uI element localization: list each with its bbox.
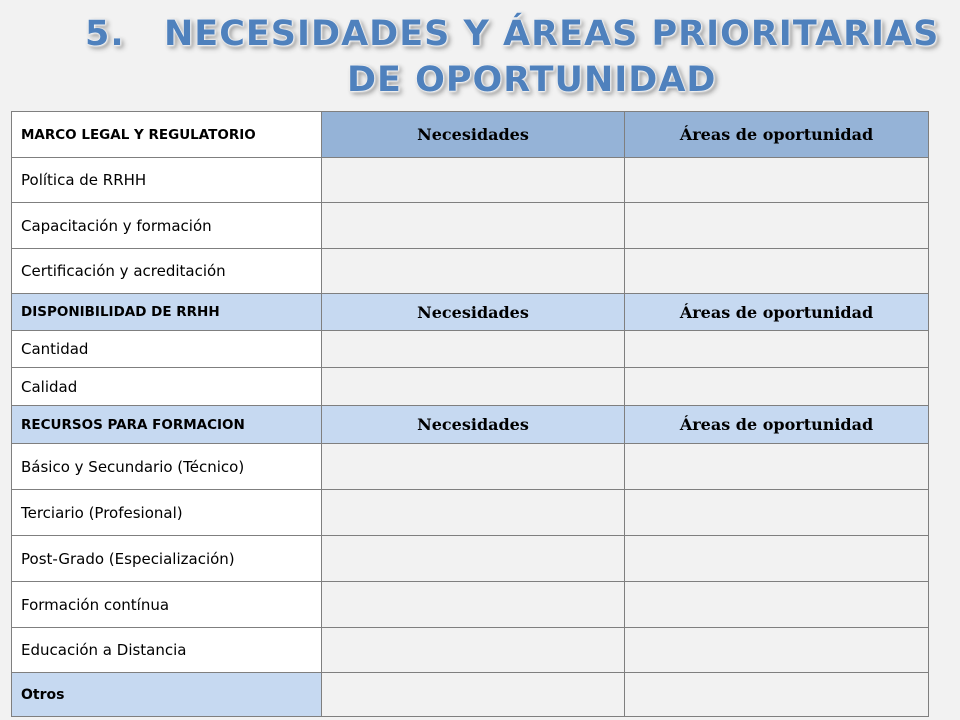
column-header-opportunities: Áreas de oportunidad [625, 294, 929, 331]
title-number: 5. [85, 14, 125, 54]
opportunities-cell[interactable] [625, 368, 929, 406]
section-header-row [12, 112, 929, 158]
row-label: Certificación y acreditación [12, 249, 322, 294]
opportunities-cell[interactable] [625, 582, 929, 628]
column-header-needs: Necesidades [322, 406, 625, 444]
needs-cell[interactable] [322, 203, 625, 249]
row-label: Básico y Secundario (Técnico) [12, 444, 322, 490]
needs-cell[interactable] [322, 444, 625, 490]
table-row [12, 536, 929, 582]
opportunities-cell[interactable] [625, 249, 929, 294]
opportunities-cell[interactable] [625, 536, 929, 582]
section-title-marco-legal: MARCO LEGAL Y REGULATORIO [12, 112, 322, 158]
table-row-otros [12, 673, 929, 717]
needs-table [11, 111, 929, 717]
table-row [12, 368, 929, 406]
row-label: Terciario (Profesional) [12, 490, 322, 536]
needs-cell[interactable] [322, 536, 625, 582]
row-label: Política de RRHH [12, 158, 322, 203]
needs-cell[interactable] [322, 490, 625, 536]
row-label: Calidad [12, 368, 322, 406]
opportunities-cell[interactable] [625, 673, 929, 717]
slide-title [0, 14, 960, 110]
needs-cell[interactable] [322, 158, 625, 203]
table-row [12, 331, 929, 368]
table-row [12, 203, 929, 249]
column-header-needs: Necesidades [322, 294, 625, 331]
column-header-needs: Necesidades [322, 112, 625, 158]
opportunities-cell[interactable] [625, 158, 929, 203]
needs-cell[interactable] [322, 582, 625, 628]
column-header-opportunities: Áreas de oportunidad [625, 112, 929, 158]
needs-cell[interactable] [322, 673, 625, 717]
opportunities-cell[interactable] [625, 331, 929, 368]
opportunities-cell[interactable] [625, 628, 929, 673]
needs-cell[interactable] [322, 628, 625, 673]
section-title-disponibilidad: DISPONIBILIDAD DE RRHH [12, 294, 322, 331]
row-label: Formación contínua [12, 582, 322, 628]
title-line-2: DE OPORTUNIDAD [347, 60, 717, 100]
row-label: Post-Grado (Especialización) [12, 536, 322, 582]
table-row [12, 628, 929, 673]
opportunities-cell[interactable] [625, 203, 929, 249]
row-label: Educación a Distancia [12, 628, 322, 673]
opportunities-cell[interactable] [625, 444, 929, 490]
table-row [12, 249, 929, 294]
table-row [12, 582, 929, 628]
title-line-1: NECESIDADES Y ÁREAS PRIORITARIAS [164, 14, 940, 54]
needs-cell[interactable] [322, 249, 625, 294]
section-header-row [12, 406, 929, 444]
row-label: Cantidad [12, 331, 322, 368]
needs-cell[interactable] [322, 331, 625, 368]
row-label-otros: Otros [12, 673, 322, 717]
needs-cell[interactable] [322, 368, 625, 406]
section-header-row [12, 294, 929, 331]
row-label: Capacitación y formación [12, 203, 322, 249]
table-row [12, 158, 929, 203]
column-header-opportunities: Áreas de oportunidad [625, 406, 929, 444]
opportunities-cell[interactable] [625, 490, 929, 536]
section-title-recursos: RECURSOS PARA FORMACION [12, 406, 322, 444]
table-row [12, 444, 929, 490]
table-row [12, 490, 929, 536]
